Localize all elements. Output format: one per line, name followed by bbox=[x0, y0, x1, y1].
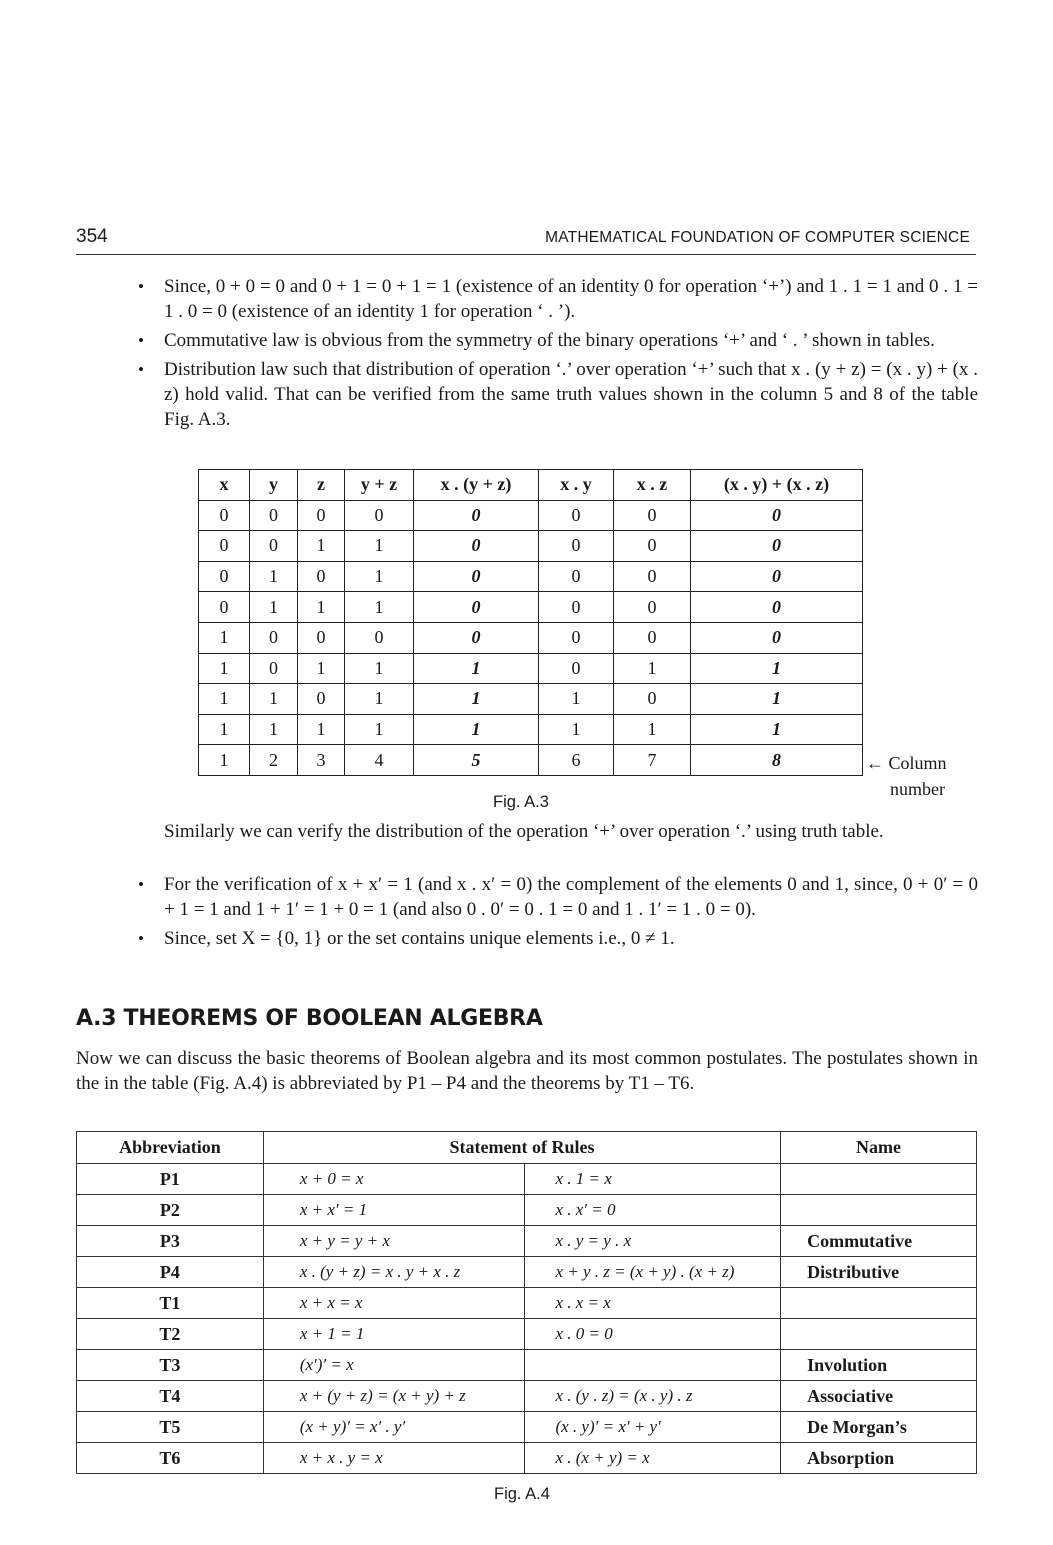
truth-cell: 0 bbox=[298, 500, 345, 531]
column-number-cell: 3 bbox=[298, 745, 345, 776]
truth-table-row bbox=[199, 500, 863, 531]
bullet-icon: • bbox=[138, 277, 144, 296]
bullet-icon: • bbox=[138, 929, 144, 948]
truth-cell: 1 bbox=[199, 653, 250, 684]
truth-cell: 0 bbox=[614, 684, 691, 715]
truth-cell: 1 bbox=[345, 684, 414, 715]
truth-cell: 1 bbox=[691, 714, 863, 745]
bullet-text: Since, set X = {0, 1} or the set contains unique elements i.e., 0 ≠ 1. bbox=[164, 928, 675, 949]
bullet-text: Commutative law is obvious from the symmetry of the binary operations ‘+’ and ‘ . ’ shown in tables. bbox=[164, 330, 935, 351]
truth-table-row bbox=[199, 592, 863, 623]
truth-cell: 0 bbox=[298, 622, 345, 653]
truth-cell: 1 bbox=[414, 684, 539, 715]
abbreviation-cell: T2 bbox=[77, 1319, 264, 1350]
abbreviation-cell: T6 bbox=[77, 1443, 264, 1474]
truth-cell: 1 bbox=[199, 714, 250, 745]
truth-cell: 1 bbox=[614, 653, 691, 684]
rule-cell: x + x′ = 1 bbox=[263, 1195, 525, 1226]
truth-cell: 0 bbox=[539, 592, 614, 623]
header-cell: Name bbox=[781, 1132, 977, 1164]
name-cell bbox=[781, 1319, 977, 1350]
rules-table-row bbox=[77, 1412, 977, 1443]
truth-cell: 0 bbox=[539, 622, 614, 653]
truth-cell: 1 bbox=[199, 622, 250, 653]
truth-cell: 1 bbox=[298, 653, 345, 684]
bullet-text: For the verification of x + x′ = 1 (and x . x′ = 0) the complement of the elements 0 and 1, since, 0 + 0′ = 0 + 1 = 1 and 1 + 1′ = 1 + 0 = 1 (and also 0 . 0′ = 0 . 1 = 0 and 1 . 1′ = 1 . 0 = 0). bbox=[164, 874, 978, 920]
rule-cell: x + x . y = x bbox=[263, 1443, 525, 1474]
column-note-line: number bbox=[890, 779, 945, 799]
truth-table-row bbox=[199, 622, 863, 653]
truth-cell: 0 bbox=[250, 653, 298, 684]
name-cell: Distributive bbox=[781, 1257, 977, 1288]
truth-cell: 1 bbox=[345, 714, 414, 745]
truth-cell: 1 bbox=[250, 592, 298, 623]
column-note-line: ← Column bbox=[866, 753, 947, 773]
name-cell: Absorption bbox=[781, 1443, 977, 1474]
rules-table-row bbox=[77, 1319, 977, 1350]
truth-cell: 0 bbox=[414, 531, 539, 562]
column-number-cell: 8 bbox=[691, 745, 863, 776]
rules-table bbox=[76, 1131, 977, 1474]
truth-cell: 1 bbox=[691, 653, 863, 684]
header-cell: x bbox=[199, 470, 250, 501]
rule-cell: x . x = x bbox=[525, 1288, 781, 1319]
truth-cell: 1 bbox=[298, 592, 345, 623]
paragraph: Similarly we can verify the distribution of the operation ‘+’ over operation ‘.’ using truth table. bbox=[164, 821, 884, 842]
truth-cell: 0 bbox=[414, 622, 539, 653]
truth-table-row bbox=[199, 561, 863, 592]
abbreviation-cell: T3 bbox=[77, 1350, 264, 1381]
truth-cell: 0 bbox=[691, 531, 863, 562]
truth-cell: 1 bbox=[691, 684, 863, 715]
truth-cell: 1 bbox=[345, 592, 414, 623]
rule-cell: x . (y + z) = x . y + x . z bbox=[263, 1257, 525, 1288]
rule-cell: x . (x + y) = x bbox=[525, 1443, 781, 1474]
rules-table-row bbox=[77, 1350, 977, 1381]
truth-cell: 0 bbox=[539, 653, 614, 684]
truth-cell: 1 bbox=[250, 684, 298, 715]
truth-cell: 0 bbox=[691, 500, 863, 531]
name-cell: Commutative bbox=[781, 1226, 977, 1257]
rule-cell: x + (y + z) = (x + y) + z bbox=[263, 1381, 525, 1412]
rule-cell: x + x = x bbox=[263, 1288, 525, 1319]
name-cell: De Morgan’s bbox=[781, 1412, 977, 1443]
truth-cell: 1 bbox=[414, 714, 539, 745]
rules-table-header-row bbox=[77, 1132, 977, 1164]
truth-cell: 0 bbox=[298, 684, 345, 715]
truth-cell: 1 bbox=[345, 561, 414, 592]
abbreviation-cell: T1 bbox=[77, 1288, 264, 1319]
bullet-icon: • bbox=[138, 331, 144, 350]
rules-table-row bbox=[77, 1164, 977, 1195]
abbreviation-cell: P1 bbox=[77, 1164, 264, 1195]
truth-cell: 0 bbox=[691, 561, 863, 592]
rule-cell: x + 1 = 1 bbox=[263, 1319, 525, 1350]
rule-cell: x . 0 = 0 bbox=[525, 1319, 781, 1350]
rules-table-row bbox=[77, 1288, 977, 1319]
header-cell: (x . y) + (x . z) bbox=[691, 470, 863, 501]
column-number-cell: 2 bbox=[250, 745, 298, 776]
rule-cell: (x + y)′ = x′ . y′ bbox=[263, 1412, 525, 1443]
truth-table-row bbox=[199, 714, 863, 745]
rules-table-row bbox=[77, 1226, 977, 1257]
truth-cell: 0 bbox=[199, 592, 250, 623]
truth-cell: 1 bbox=[345, 531, 414, 562]
bullet-item bbox=[136, 872, 978, 922]
paragraph: Now we can discuss the basic theorems of Boolean algebra and its most common postulates. The postulates shown in the in the table (Fig. A.4) is abbreviated by P1 – P4 and the theorems by T1 – T6. bbox=[76, 1048, 978, 1094]
truth-cell: 0 bbox=[614, 561, 691, 592]
truth-cell: 0 bbox=[691, 592, 863, 623]
truth-cell: 0 bbox=[199, 500, 250, 531]
truth-cell: 1 bbox=[614, 714, 691, 745]
bullet-item bbox=[136, 274, 978, 324]
truth-cell: 1 bbox=[414, 653, 539, 684]
section-heading: A.3 THEOREMS OF BOOLEAN ALGEBRA bbox=[76, 1006, 543, 1031]
header-cell: z bbox=[298, 470, 345, 501]
bullet-text: Distribution law such that distribution of operation ‘.’ over operation ‘+’ such that x . (y + z) = (x . y) + (x . z) hold valid. That can be verified from the same truth values shown in the column 5 and 8 of the table Fig. A.3. bbox=[164, 359, 978, 430]
truth-cell: 0 bbox=[250, 622, 298, 653]
truth-cell: 1 bbox=[199, 684, 250, 715]
column-number-row bbox=[199, 745, 863, 776]
running-header bbox=[76, 226, 976, 255]
truth-cell: 0 bbox=[199, 561, 250, 592]
name-cell: Involution bbox=[781, 1350, 977, 1381]
truth-cell: 0 bbox=[414, 592, 539, 623]
bullet-item bbox=[136, 926, 978, 951]
abbreviation-cell: P3 bbox=[77, 1226, 264, 1257]
truth-cell: 0 bbox=[250, 531, 298, 562]
header-cell: Statement of Rules bbox=[263, 1132, 780, 1164]
bullet-item bbox=[136, 328, 978, 353]
header-cell: y bbox=[250, 470, 298, 501]
truth-cell: 1 bbox=[298, 531, 345, 562]
abbreviation-cell: T4 bbox=[77, 1381, 264, 1412]
truth-cell: 0 bbox=[250, 500, 298, 531]
header-cell: x . (y + z) bbox=[414, 470, 539, 501]
rule-cell: x + 0 = x bbox=[263, 1164, 525, 1195]
column-number-cell: 7 bbox=[614, 745, 691, 776]
name-cell: Associative bbox=[781, 1381, 977, 1412]
book-title: MATHEMATICAL FOUNDATION OF COMPUTER SCIENCE bbox=[545, 229, 970, 246]
bullet-list bbox=[136, 274, 978, 436]
truth-cell: 0 bbox=[345, 622, 414, 653]
abbreviation-cell: P2 bbox=[77, 1195, 264, 1226]
truth-cell: 0 bbox=[414, 500, 539, 531]
bullet-text: Since, 0 + 0 = 0 and 0 + 1 = 0 + 1 = 1 (existence of an identity 0 for operation ‘+’) and 1 . 1 = 1 and 0 . 1 = 1 . 0 = 0 (existence of an identity 1 for operation ‘ . ’). bbox=[164, 276, 978, 322]
column-number-cell: 5 bbox=[414, 745, 539, 776]
name-cell bbox=[781, 1164, 977, 1195]
truth-cell: 1 bbox=[539, 684, 614, 715]
bullet-icon: • bbox=[138, 875, 144, 894]
rule-cell: x . 1 = x bbox=[525, 1164, 781, 1195]
header-cell: y + z bbox=[345, 470, 414, 501]
truth-table-header-row bbox=[199, 470, 863, 501]
rule-cell: x . y = y . x bbox=[525, 1226, 781, 1257]
header-cell: x . y bbox=[539, 470, 614, 501]
truth-cell: 0 bbox=[614, 531, 691, 562]
truth-table-row bbox=[199, 684, 863, 715]
abbreviation-cell: T5 bbox=[77, 1412, 264, 1443]
truth-cell: 0 bbox=[298, 561, 345, 592]
truth-cell: 1 bbox=[250, 561, 298, 592]
truth-cell: 0 bbox=[199, 531, 250, 562]
truth-cell: 0 bbox=[614, 622, 691, 653]
truth-table-row bbox=[199, 653, 863, 684]
column-number-cell: 1 bbox=[199, 745, 250, 776]
truth-cell: 1 bbox=[250, 714, 298, 745]
rule-cell: x . x′ = 0 bbox=[525, 1195, 781, 1226]
truth-table bbox=[198, 469, 863, 776]
rule-cell bbox=[525, 1350, 781, 1381]
name-cell bbox=[781, 1288, 977, 1319]
column-number-cell: 6 bbox=[539, 745, 614, 776]
truth-cell: 0 bbox=[345, 500, 414, 531]
figure-caption: Fig. A.4 bbox=[494, 1485, 550, 1503]
abbreviation-cell: P4 bbox=[77, 1257, 264, 1288]
column-number-note bbox=[866, 750, 947, 802]
rule-cell: (x . y)′ = x′ + y′ bbox=[525, 1412, 781, 1443]
column-number-cell: 4 bbox=[345, 745, 414, 776]
bullet-item bbox=[136, 357, 978, 432]
bullet-icon: • bbox=[138, 360, 144, 379]
truth-cell: 1 bbox=[345, 653, 414, 684]
rule-cell: x + y = y + x bbox=[263, 1226, 525, 1257]
truth-cell: 0 bbox=[614, 592, 691, 623]
page-number: 354 bbox=[76, 226, 108, 247]
truth-cell: 0 bbox=[691, 622, 863, 653]
name-cell bbox=[781, 1195, 977, 1226]
truth-cell: 0 bbox=[614, 500, 691, 531]
rules-table-row bbox=[77, 1195, 977, 1226]
rule-cell: x . (y . z) = (x . y) . z bbox=[525, 1381, 781, 1412]
figure-caption: Fig. A.3 bbox=[493, 793, 549, 811]
truth-cell: 0 bbox=[539, 500, 614, 531]
rule-cell: (x′)′ = x bbox=[263, 1350, 525, 1381]
truth-cell: 0 bbox=[539, 561, 614, 592]
truth-cell: 0 bbox=[539, 531, 614, 562]
truth-table-row bbox=[199, 531, 863, 562]
truth-cell: 0 bbox=[414, 561, 539, 592]
rule-cell: x + y . z = (x + y) . (x + z) bbox=[525, 1257, 781, 1288]
truth-cell: 1 bbox=[298, 714, 345, 745]
header-cell: Abbreviation bbox=[77, 1132, 264, 1164]
rules-table-row bbox=[77, 1381, 977, 1412]
rules-table-row bbox=[77, 1257, 977, 1288]
header-cell: x . z bbox=[614, 470, 691, 501]
rules-table-row bbox=[77, 1443, 977, 1474]
bullet-list bbox=[136, 872, 978, 955]
truth-cell: 1 bbox=[539, 714, 614, 745]
